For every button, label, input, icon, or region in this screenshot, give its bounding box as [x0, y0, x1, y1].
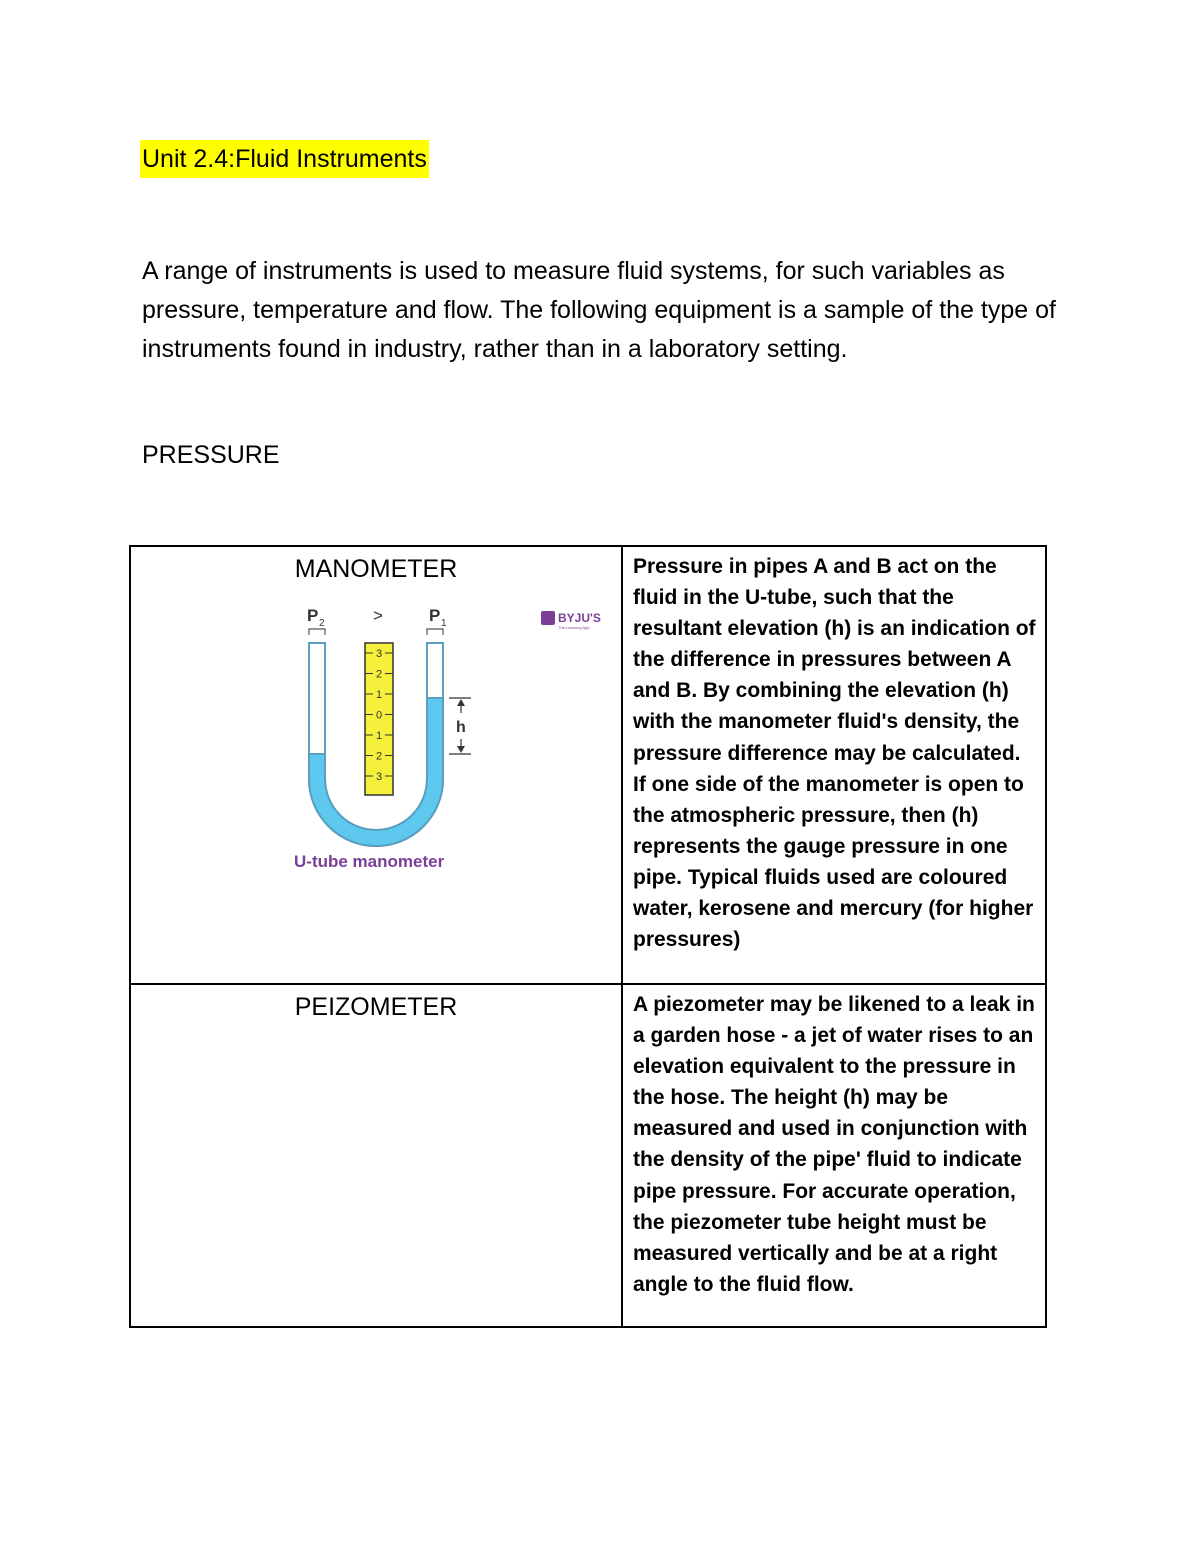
p1-subscript: 1	[441, 618, 447, 629]
piezometer-description-cell	[622, 984, 1046, 1327]
manometer-title: MANOMETER	[294, 555, 458, 583]
piezometer-title: PEIZOMETER	[294, 993, 458, 1021]
scale-mark-label: 3	[375, 771, 383, 783]
p2-subscript: 2	[319, 618, 325, 629]
h-label: h	[456, 719, 466, 736]
manometer-description: Pressure in pipes A and B act on the fluid in the U-tube, such that the resultant elevation (h) is an indication of the difference in pressures between A and B. By combining the elevation (h) with the manometer fluid's density, the pressure difference may be calculated. If one side of the manometer is open to the atmospheric pressure, then (h) represents the gauge pressure in one pipe. Typical fluids used are coloured water, kerosene and mercury (for higher pressures)	[633, 555, 1036, 952]
p2-bracket	[309, 629, 325, 635]
manometer-cell	[130, 546, 622, 984]
scale-mark-label: 2	[375, 750, 383, 763]
byjus-logo	[541, 611, 601, 630]
h-arrow-head-up	[457, 699, 465, 706]
p1-label: P	[429, 606, 441, 625]
page-title: Unit 2.4:Fluid Instruments	[140, 140, 429, 178]
scale-mark-label: 1	[375, 689, 383, 701]
section-heading-pressure: PRESSURE	[142, 441, 280, 469]
instruments-table	[129, 545, 1047, 1328]
byjus-brand-name: BYJU'S	[558, 611, 601, 625]
diagram-caption: U-tube manometer	[294, 852, 445, 871]
table-row-piezometer	[130, 984, 1046, 1327]
u-tube-manometer-diagram	[131, 589, 619, 879]
p1-bracket	[427, 629, 443, 635]
intro-paragraph: A range of instruments is used to measure fluid systems, for such variables as pressure, temperature and flow. The following equipment is a sample of the type of instruments found in industry, rather than in a laboratory setting.	[142, 257, 1056, 363]
piezometer-cell	[130, 984, 622, 1327]
scale-mark-label: 1	[375, 730, 383, 742]
h-arrow-head-down	[457, 746, 465, 753]
byjus-logo-mark	[541, 611, 555, 625]
manometer-description-cell	[622, 546, 1046, 984]
byjus-brand-tagline: The Learning App	[558, 625, 590, 630]
comparison-symbol: >	[373, 606, 383, 625]
p2-label: P	[307, 606, 319, 625]
scale-mark-label: 0	[375, 709, 383, 722]
piezometer-description: A piezometer may be likened to a leak in a garden hose - a jet of water rises to an elevation equivalent to the pressure in the hose. The height (h) may be measured and used in conjunction with the density of the pipe' fluid to indicate pipe pressure. For accurate operation, the piezometer tube height must be measured vertically and be at a right angle to the fluid flow.	[633, 993, 1035, 1296]
scale-mark-label: 2	[375, 668, 383, 681]
scale-mark-label: 3	[375, 648, 383, 660]
table-row-manometer	[130, 546, 1046, 984]
